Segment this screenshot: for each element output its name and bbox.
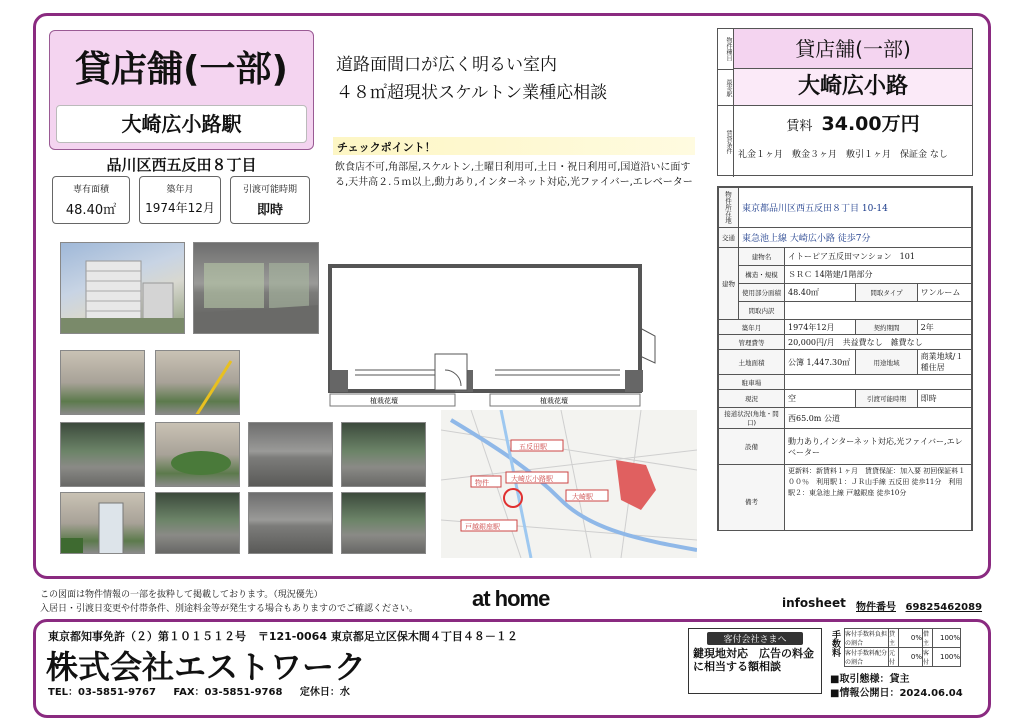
building-label: 建物 <box>719 248 739 320</box>
checkpoint-title: チェックポイント！ <box>333 137 695 155</box>
footer-note-1: この図面は物件情報の一部を抜粋して掲載しております。（現況優先） <box>40 590 323 600</box>
published-date: ■情報公開日：2024.06.04 <box>830 688 963 699</box>
transport-label: 交通 <box>719 228 739 248</box>
parking <box>785 375 972 390</box>
summary-station-label: 最寄駅 <box>718 69 734 105</box>
layout-detail <box>785 302 972 320</box>
property-number-value: 69825462089 <box>905 602 983 613</box>
photo-interior-6 <box>248 492 333 554</box>
spec-built-box <box>139 176 221 224</box>
photo-building-exterior <box>60 242 185 334</box>
summary-rent: 34.00万円 <box>821 113 920 135</box>
map-label-property: 物件 <box>475 479 489 487</box>
footer-note-2: 入居日・引渡日変更や付帯条件、別途料金等が発生する場合もありますのでご確認ください。 <box>40 604 419 614</box>
spec-handover-box <box>230 176 310 224</box>
company-contact <box>48 683 350 698</box>
layout-label: 間取タイプ <box>856 284 917 302</box>
details-table <box>717 186 973 531</box>
equipment: 動力あり,インターネット対応,光ファイバー,エレベーター <box>785 429 972 465</box>
checkpoint-text: 飲食店不可,角部屋,スケルトン,土曜日利用可,土日・祝日利用可,国道沿いに面する,天井高２.５ｍ以上,動力あり,インターネット対応,光ファイバー,エレベーター <box>335 162 693 188</box>
property-type-box <box>49 30 314 150</box>
summary-rent-row <box>734 105 972 141</box>
built: 1974年12月 <box>785 320 856 335</box>
zone: 商業地域/１種住居 <box>917 350 971 375</box>
transport: 東急池上線 大崎広小路 徒歩7分 <box>739 228 972 248</box>
location-label: 物件所在地 <box>719 188 739 228</box>
photo-planting <box>155 422 240 487</box>
summary-type-label: 物件種目 <box>718 29 734 69</box>
building-name-label: 建物名 <box>739 248 785 266</box>
map-label-gotanda: 五反田駅 <box>519 443 547 451</box>
fee-row1-a: 貸主 <box>889 629 899 648</box>
location-map[interactable] <box>441 410 697 558</box>
road-label: 接道状況(角地・間口) <box>719 408 785 429</box>
land-label: 土地面積 <box>719 350 785 375</box>
status-label: 現況 <box>719 390 785 408</box>
zone-label: 用途地域 <box>856 350 917 375</box>
summary-terms-label: 賃貸条件 <box>718 105 734 177</box>
parking-label: 駐車場 <box>719 375 785 390</box>
area: 48.40㎡ <box>785 284 856 302</box>
map-label-osaki: 大崎駅 <box>572 493 593 501</box>
spec-handover-value: 即時 <box>256 203 283 218</box>
photo-interior-2 <box>60 422 145 487</box>
land: 公簿 1,447.30㎡ <box>785 350 856 375</box>
plan-label-right: 植栽花壇 <box>540 397 568 405</box>
contract: 2年 <box>917 320 971 335</box>
spec-area-box <box>52 176 130 224</box>
layout: ワンルーム <box>917 284 971 302</box>
notice-box <box>688 628 822 694</box>
fee-row2-label: 客付手数料配分の割合 <box>845 648 889 667</box>
handover-label: 引渡可能時期 <box>856 390 917 408</box>
summary-terms: 礼金１ヶ月 敷金３ヶ月 敷引１ヶ月 保証金 なし <box>738 150 948 160</box>
headline-2: ４８㎡超現状スケルトン業種応相談 <box>336 83 608 103</box>
fee-label: 手数料 <box>830 630 840 657</box>
infosheet-label: infosheet <box>782 596 846 610</box>
map-label-osakihirokoji: 大崎広小路駅 <box>511 475 553 483</box>
mgmt-label: 管理費等 <box>719 335 785 350</box>
building-name: イトーピア五反田マンション 101 <box>785 248 972 266</box>
summary-rent-label: 賃料 <box>786 119 813 134</box>
plan-label-left: 植栽花壇 <box>370 397 398 405</box>
remarks: 更新料：新賃料１ヶ月 賃貸保証：加入要 初回保証料１００％ 利用駅１：ＪＲ山手線 五反田 徒歩11分 利用駅２：東急池上線 戸越銀座 徒歩10分 <box>785 465 972 532</box>
fee-row1-c: 借主 <box>923 629 933 648</box>
company-address: 〒121-0064 東京都足立区保木間４丁目４８－１２ <box>257 630 518 643</box>
photo-interior-1 <box>193 242 319 334</box>
photo-interior-7 <box>341 492 426 554</box>
company-tel: TEL：03-5851-9767 <box>48 687 156 698</box>
map-label-togoshiginza: 戸越銀座駅 <box>465 523 500 531</box>
fee-row1-label: 客付手数料負担の割合 <box>845 629 889 648</box>
license-text: 東京都知事免許（２）第１０１５１２号 <box>48 630 246 643</box>
built-label: 築年月 <box>719 320 785 335</box>
company-name: 株式会社エストワーク <box>46 648 367 686</box>
property-number <box>856 598 982 613</box>
property-number-label: 物件番号 <box>856 602 896 613</box>
contract-label: 契約期間 <box>856 320 917 335</box>
floor-plan <box>325 258 665 408</box>
location: 東京都品川区西五反田８丁目 10-14 <box>739 188 972 228</box>
photo-street <box>155 350 240 415</box>
spec-handover-label: 引渡可能時期 <box>242 185 297 195</box>
spec-built-label: 築年月 <box>166 185 194 195</box>
deal-type: ■取引態様：貸主 <box>830 674 910 685</box>
athome-logo: at home <box>472 586 550 611</box>
mgmt: 20,000円/月 共益費なし 雑費なし <box>785 335 972 350</box>
road: 西65.0m 公道 <box>785 408 972 429</box>
structure: ＳＲＣ 14階建/1階部分 <box>785 266 972 284</box>
fee-row1-b: 0% <box>899 629 923 648</box>
photo-interior-5 <box>155 492 240 554</box>
summary-box <box>717 28 973 176</box>
building-icon <box>61 243 185 334</box>
photo-interior-3 <box>248 422 333 487</box>
address-short: 品川区西五反田８丁目 <box>106 156 257 174</box>
company-fax: FAX：03-5851-9768 <box>173 687 283 698</box>
fee-row2-c: 客付 <box>923 648 933 667</box>
summary-type: 貸店舗(一部) <box>734 29 972 69</box>
spec-area-value: 48.40㎡ <box>65 203 117 218</box>
station-name: 大崎広小路駅 <box>121 112 242 136</box>
layout-detail-label: 間取内訳 <box>739 302 785 320</box>
notice-title: 客付会社さまへ <box>707 632 803 645</box>
headline-1: 道路面間口が広く明るい室内 <box>336 55 557 75</box>
spec-area-label: 専有面積 <box>72 185 109 195</box>
equipment-label: 設備 <box>719 429 785 465</box>
spec-built-value: 1974年12月 <box>145 201 215 215</box>
fee-table <box>844 628 961 667</box>
handover: 即時 <box>917 390 971 408</box>
fee-row2-a: 元付 <box>889 648 899 667</box>
notice-text: 鍵現地対応 広告の料金に相当する額相談 <box>693 647 814 673</box>
area-label: 使用部分面積 <box>739 284 785 302</box>
photo-entrance <box>60 350 145 415</box>
fee-row2-d: 100% <box>933 648 961 667</box>
fee-row1-d: 100% <box>933 629 961 648</box>
structure-label: 構造・規模 <box>739 266 785 284</box>
remarks-label: 備考 <box>719 465 785 532</box>
fee-row2-b: 0% <box>899 648 923 667</box>
status: 空 <box>785 390 856 408</box>
summary-station: 大崎広小路 <box>734 69 972 105</box>
company-holiday: 定休日：水 <box>299 687 350 698</box>
property-type-title: 貸店舗(一部) <box>75 49 288 90</box>
station-box <box>56 105 307 143</box>
photo-interior-4 <box>341 422 426 487</box>
photo-front-door <box>60 492 145 554</box>
